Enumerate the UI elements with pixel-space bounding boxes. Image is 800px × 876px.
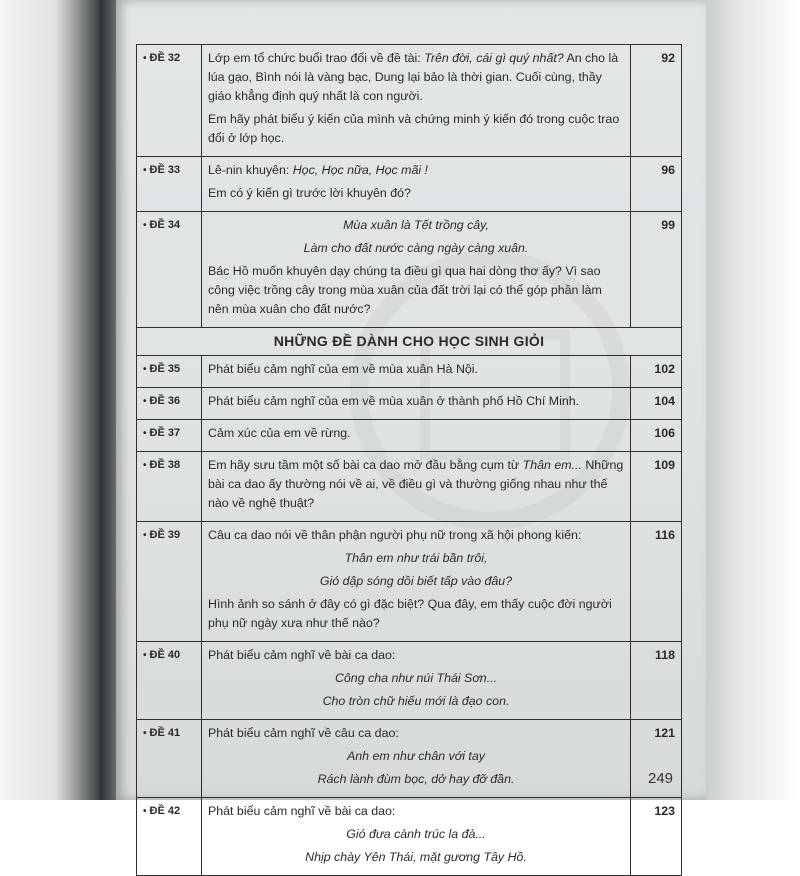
prompt-paragraph — [208, 595, 624, 633]
background-right — [706, 0, 800, 800]
prompt-text: Hình ảnh so sánh ở đây có gì đặc biệt? Qua đây, em thấy cuộc đời người phụ nữ ngày xưa như thế nào? — [208, 597, 612, 630]
prompt-paragraph — [208, 184, 624, 203]
bullet-mark: • — [143, 728, 147, 739]
page-reference: 96 — [631, 157, 682, 212]
page-reference: 92 — [631, 45, 682, 157]
prompt-text: Những bài ca dao ấy thường nói về ai, về điều gì và thường giống nhau như thế nào về nghệ thuật? — [208, 458, 624, 510]
prompt-text: An cho là lúa gạo, Bình nói là vàng bạc, Dung lại bảo là thời gian. Cuối cùng, thầy giáo khẳng định quý nhất là con người. — [208, 51, 619, 103]
prompt-paragraph — [208, 110, 624, 148]
toc-row — [137, 798, 682, 876]
prompt-text: Em có ý kiến gì trước lời khuyên đó? — [208, 186, 411, 200]
topic-number — [137, 157, 202, 212]
toc-row — [137, 522, 682, 642]
verse-line — [208, 825, 624, 844]
toc-row — [137, 720, 682, 798]
quoted-text: Trên đời, cái gì quý nhất? — [424, 51, 564, 65]
topic-number — [137, 212, 202, 328]
verse-line — [208, 572, 624, 591]
topic-description — [202, 642, 631, 720]
topic-number-label: ĐỀ 41 — [149, 727, 181, 739]
toc-row — [137, 642, 682, 720]
topic-description — [202, 798, 631, 876]
prompt-text: Phát biểu cảm nghĩ của em về mùa xuân ở thành phố Hồ Chí Minh. — [208, 394, 580, 408]
bullet-mark: • — [143, 650, 147, 661]
page-reference: 118 — [631, 642, 682, 720]
prompt-text: Phát biểu cảm nghĩ của em về mùa xuân Hà Nội. — [208, 362, 478, 376]
topic-number-label: ĐỀ 33 — [149, 164, 181, 176]
quoted-text: Gió đưa cành trúc la đà... — [346, 827, 486, 841]
prompt-text: Lê-nin khuyên: — [208, 163, 293, 177]
topic-number-label: ĐỀ 40 — [149, 649, 181, 661]
prompt-text: Cảm xúc của em về rừng. — [208, 426, 351, 440]
topic-number — [137, 420, 202, 452]
page-reference: 99 — [631, 212, 682, 328]
prompt-text: Em hãy phát biểu ý kiến của mình và chứng minh ý kiến đó trong cuộc trao đổi ở lớp học. — [208, 112, 620, 145]
topic-description — [202, 420, 631, 452]
topic-number-label: ĐỀ 32 — [149, 52, 181, 64]
section-heading: NHỮNG ĐỀ DÀNH CHO HỌC SINH GIỎI — [137, 328, 682, 356]
topic-number — [137, 642, 202, 720]
bullet-mark: • — [143, 364, 147, 375]
topic-number — [137, 522, 202, 642]
page-reference: 106 — [631, 420, 682, 452]
prompt-paragraph — [208, 360, 624, 379]
topic-number — [137, 798, 202, 876]
verse-line — [208, 239, 624, 258]
topic-number — [137, 356, 202, 388]
prompt-paragraph — [208, 646, 624, 665]
topic-description — [202, 452, 631, 522]
verse-line — [208, 216, 624, 235]
topic-number — [137, 720, 202, 798]
toc-row — [137, 45, 682, 157]
topic-description — [202, 157, 631, 212]
page-reference: 121 — [631, 720, 682, 798]
quoted-text: Học, Học nữa, Học mãi ! — [292, 163, 428, 177]
verse-line — [208, 692, 624, 711]
bullet-mark: • — [143, 165, 147, 176]
verse-line — [208, 747, 624, 766]
prompt-paragraph — [208, 802, 624, 821]
quoted-text: Mùa xuân là Tết trồng cây, — [343, 218, 489, 232]
section-heading-row — [137, 328, 682, 356]
table-of-contents — [136, 44, 682, 876]
page-reference: 116 — [631, 522, 682, 642]
toc-row — [137, 388, 682, 420]
quoted-text: Thân em như trái bần trôi, — [344, 551, 488, 565]
page-reference: 104 — [631, 388, 682, 420]
toc-row — [137, 157, 682, 212]
toc-row — [137, 356, 682, 388]
page-number: 249 — [648, 770, 674, 787]
topic-number-label: ĐỀ 42 — [149, 805, 181, 817]
quoted-text: Cho tròn chữ hiếu mới là đạo con. — [322, 694, 510, 708]
prompt-paragraph — [208, 262, 624, 319]
topic-number — [137, 45, 202, 157]
topic-description — [202, 720, 631, 798]
topic-description — [202, 356, 631, 388]
quoted-text: Rách lành đùm bọc, dở hay đỡ đần. — [317, 772, 515, 786]
bullet-mark: • — [143, 53, 147, 64]
prompt-text: Bác Hồ muốn khuyên dạy chúng ta điều gì qua hai dòng thơ ấy? Vì sao công việc trồng cây trong mùa xuân của đất trời lại có thể góp phần làm nên mùa xuân cho đất nước? — [208, 264, 602, 316]
toc-row — [137, 420, 682, 452]
verse-line — [208, 770, 624, 789]
page-reference: 123 — [631, 798, 682, 876]
prompt-text: Phát biểu cảm nghĩ về bài ca dao: — [208, 804, 396, 818]
quoted-text: Gió dập sóng dồi biết tấp vào đâu? — [319, 574, 513, 588]
bullet-mark: • — [143, 428, 147, 439]
toc-body — [137, 45, 682, 876]
topic-number — [137, 388, 202, 420]
background-left — [0, 0, 100, 800]
prompt-text: Phát biểu cảm nghĩ về bài ca dao: — [208, 648, 396, 662]
quoted-text: Làm cho đất nước càng ngày càng xuân. — [303, 241, 529, 255]
bullet-mark: • — [143, 460, 147, 471]
verse-line — [208, 549, 624, 568]
topic-description — [202, 388, 631, 420]
bullet-mark: • — [143, 806, 147, 817]
topic-number-label: ĐỀ 37 — [149, 427, 181, 439]
quoted-text: Thân em... — [522, 458, 582, 472]
verse-line — [208, 848, 624, 867]
prompt-paragraph — [208, 424, 624, 443]
page-reference: 109 — [631, 452, 682, 522]
verse-line — [208, 669, 624, 688]
topic-number — [137, 452, 202, 522]
prompt-paragraph — [208, 526, 624, 545]
topic-description — [202, 45, 631, 157]
prompt-paragraph — [208, 392, 624, 411]
page-reference: 102 — [631, 356, 682, 388]
quoted-text: Anh em như chân với tay — [347, 749, 485, 763]
quoted-text: Công cha như núi Thái Sơn... — [334, 671, 498, 685]
prompt-paragraph — [208, 456, 624, 513]
prompt-text: Em hãy sưu tầm một số bài ca dao mở đầu bằng cụm từ — [208, 458, 523, 472]
prompt-paragraph — [208, 724, 624, 743]
prompt-text: Lớp em tổ chức buổi trao đổi về đề tài: — [208, 51, 425, 65]
topic-number-label: ĐỀ 39 — [149, 529, 181, 541]
toc-row — [137, 452, 682, 522]
topic-number-label: ĐỀ 38 — [149, 459, 181, 471]
topic-number-label: ĐỀ 36 — [149, 395, 181, 407]
prompt-text: Phát biểu cảm nghĩ về câu ca dao: — [208, 726, 399, 740]
quoted-text: Nhịp chày Yên Thái, mặt gương Tây Hồ. — [305, 850, 527, 864]
prompt-paragraph — [208, 49, 624, 106]
topic-description — [202, 212, 631, 328]
bullet-mark: • — [143, 396, 147, 407]
prompt-text: Câu ca dao nói về thân phận người phụ nữ trong xã hội phong kiến: — [208, 528, 582, 542]
topic-number-label: ĐỀ 34 — [149, 219, 181, 231]
bullet-mark: • — [143, 220, 147, 231]
topic-description — [202, 522, 631, 642]
topic-number-label: ĐỀ 35 — [149, 363, 181, 375]
toc-row — [137, 212, 682, 328]
bullet-mark: • — [143, 530, 147, 541]
prompt-paragraph — [208, 161, 624, 180]
